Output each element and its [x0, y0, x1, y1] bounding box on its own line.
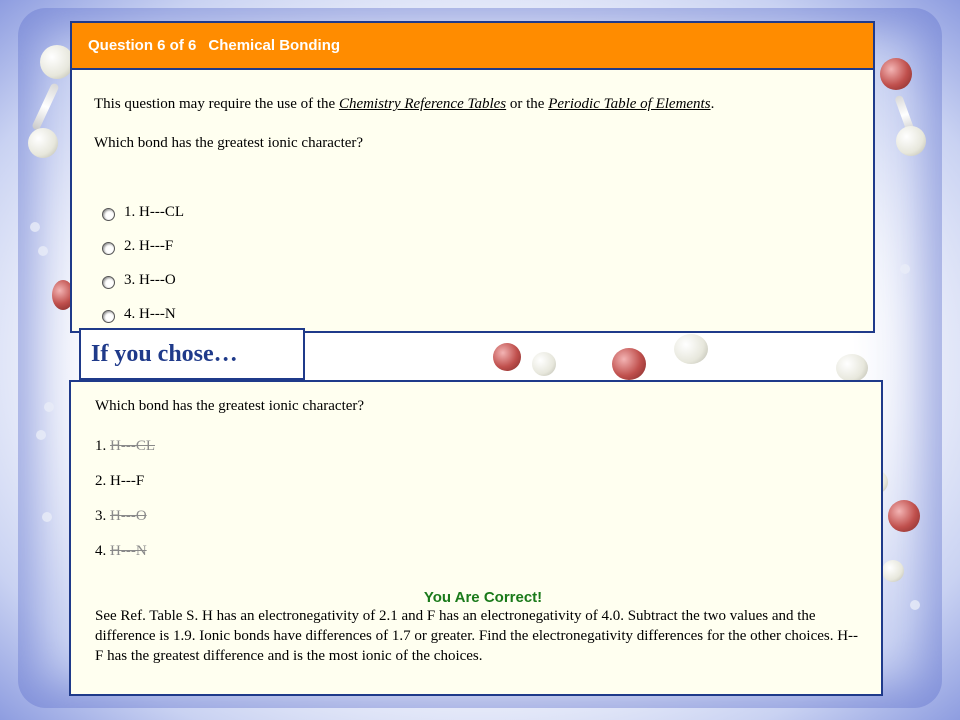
if-you-chose-label: If you chose… — [79, 328, 305, 380]
option-number: 1. — [95, 438, 110, 454]
question-prompt: Which bond has the greatest ionic character? — [94, 135, 364, 151]
option-label: 1. H---CL — [124, 203, 184, 220]
explanation-text: See Ref. Table S. H has an electronegativity of 2.1 and F has an electronegativity of 4.0. Subtract the two values and the difference is 1.9. Ionic bonds have differences of 1.7 or greater. Find the electronegativity differences for the other choices. H--F has the greatest difference and is the most ionic of the choices. — [95, 608, 859, 664]
option-number: 2. — [95, 473, 110, 489]
radio-button-icon[interactable] — [102, 208, 115, 221]
option-number: 4. — [95, 543, 110, 559]
result-message: You Are Correct! — [423, 589, 543, 606]
radio-button-icon[interactable] — [102, 276, 115, 289]
chemistry-reference-tables-link[interactable]: Chemistry Reference Tables — [338, 96, 507, 112]
feedback-option-4 — [95, 534, 881, 569]
question-number: Question 6 of 6 — [88, 37, 197, 54]
feedback-option-3 — [95, 499, 881, 534]
option-label: 3. H---O — [124, 271, 176, 288]
answer-options — [94, 195, 873, 331]
option-text-struck: H---O — [110, 508, 147, 524]
option-2[interactable] — [102, 229, 873, 263]
feedback-panel — [69, 380, 883, 696]
radio-button-icon[interactable] — [102, 242, 115, 255]
reference-line — [94, 96, 873, 113]
option-text-struck: H---N — [110, 543, 147, 559]
option-label: 2. H---F — [124, 237, 174, 254]
periodic-table-link[interactable]: Periodic Table of Elements — [548, 96, 711, 112]
radio-button-icon[interactable] — [102, 310, 115, 323]
option-3[interactable] — [102, 263, 873, 297]
feedback-options — [95, 429, 881, 569]
option-text-struck: H---CL — [110, 438, 155, 454]
option-1[interactable] — [102, 195, 873, 229]
question-header — [72, 23, 873, 70]
reference-prefix: This question may require the use of the — [94, 96, 339, 112]
question-body — [72, 70, 873, 331]
feedback-prompt: Which bond has the greatest ionic character? — [95, 398, 365, 414]
question-panel — [70, 21, 875, 333]
option-number: 3. — [95, 508, 110, 524]
reference-mid: or the — [506, 96, 549, 112]
option-label: 4. H---N — [124, 305, 176, 322]
feedback-option-2 — [95, 464, 881, 499]
option-4[interactable] — [102, 297, 873, 331]
feedback-body — [71, 382, 881, 666]
feedback-option-1 — [95, 429, 881, 464]
reference-suffix: . — [710, 96, 715, 112]
question-topic: Chemical Bonding — [208, 37, 341, 54]
option-text-correct: H---F — [110, 473, 145, 489]
